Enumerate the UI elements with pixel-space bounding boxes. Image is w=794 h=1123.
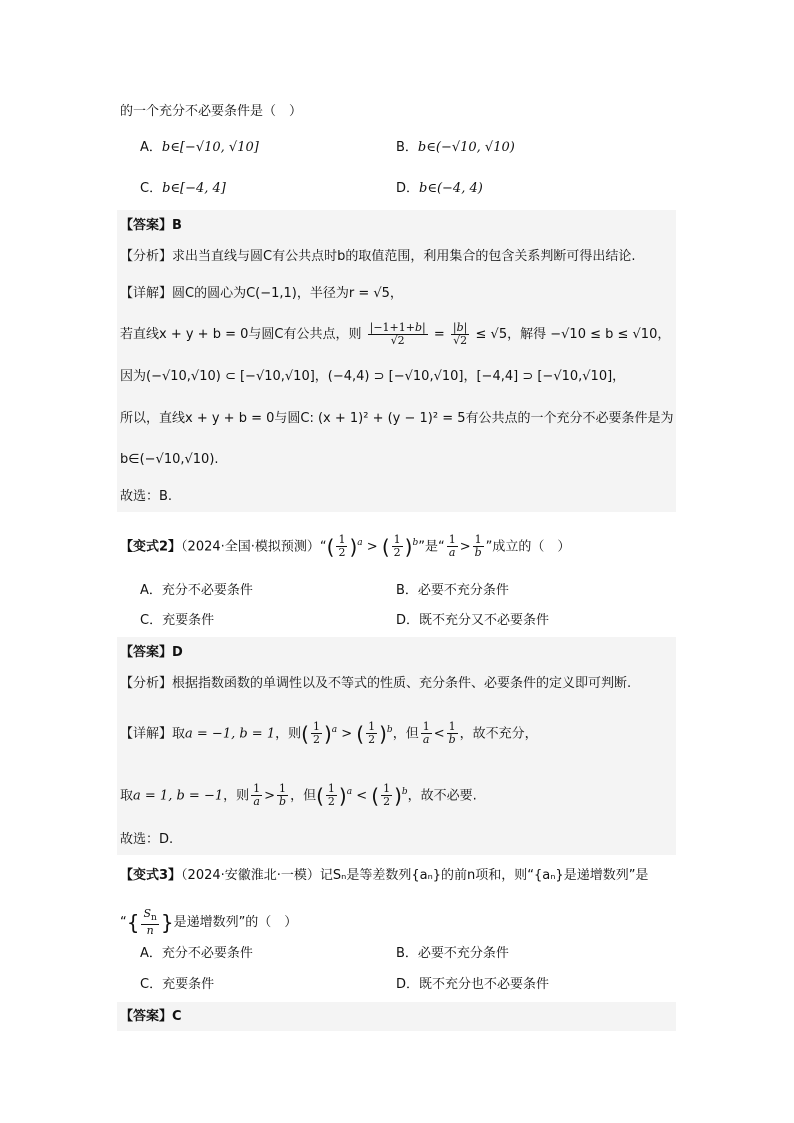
fraction: $\frac{1}{2}$ [338,533,346,560]
question-stem-tail: 的一个充分不必要条件是（ ） [120,104,303,119]
option-d: D．既不充分也不必要条件 [396,977,550,992]
answer-label: 【答案】C [120,1009,182,1024]
variant-tag: 【变式2】 [120,539,182,555]
option-a: A．充分不必要条件 [140,583,253,598]
option-expr: b∈[−4, 4] [162,181,226,196]
detail-line: 所以，直线x + y + b = 0与圆C: (x + 1)² + (y − 1)² = 5有公共点的一个充分不必要条件是为 [120,411,674,426]
source-tag: （2024·安徽淮北·一模） [181,868,320,883]
question-2-stem: 【变式2】（2024·全国·模拟预测）“( $\frac{1}{2}$ )$^a$ > ( $\frac{1}{2}$ )$^b$”是“ $\frac{1}{a}$ > $\frac{1}{b}$ ”成立的（ ） [120,533,571,560]
option-label: B． [396,140,418,155]
option-c: C．充要条件 [140,977,215,992]
answer-label: 【答案】D [120,645,183,660]
analysis-text: 【分析】根据指数函数的单调性以及不等式的性质、充分条件、必要条件的定义即可判断. [120,676,632,691]
option-a [140,138,259,158]
question-3-stem [120,866,648,886]
detail-text: 若直线x + y + b = 0与圆C有公共点，则 [120,327,362,342]
detail-line: 若直线x + y + b = 0与圆C有公共点，则 $\frac{|-1+1+b|}{√2}$ = $\frac{|b|}{√2}$ ≤ √5，解得 −√10 ≤ b ≤ √10， [120,321,671,347]
detail-line: 【详解】圆C的圆心为C(−1,1)，半径为r = √5， [120,286,403,301]
stem-text: 记Sₙ是等差数列{aₙ}的前n项和，则“{aₙ}是递增数列”是 [319,868,649,883]
stem-text: “ [319,539,327,555]
detail-line: b∈(−√10,√10). [120,452,219,467]
option-expr: b∈[−√10, √10] [161,140,259,155]
option-b: B．必要不充分条件 [396,946,509,961]
analysis-text: 【分析】求出当直线与圆C有公共点时b的取值范围，利用集合的包含关系判断可得出结论. [120,249,636,264]
detail-line: 取a = 1, b = −1，则 $\frac{1}{a}$ > $\frac{1}{b}$ ，但( $\frac{1}{2}$ )$^a$ < ( $\frac{1}{2}$ )$^b$，故不必要. [120,782,477,809]
option-expr: b∈(−√10, √10) [417,140,515,155]
stem-text: ”是“ [418,539,445,555]
choice-text: 故选：D. [120,832,174,847]
variant-tag: 【变式3】 [120,868,182,883]
option-d: D．既不充分又不必要条件 [396,613,550,628]
solution-panel-3 [117,1002,676,1031]
option-label: A． [140,140,162,155]
option-d [396,179,483,199]
choice-text: 故选：B. [120,489,173,504]
fraction: $\frac{1}{2}$ [393,533,401,560]
option-expr: b∈(−4, 4) [419,181,483,196]
option-b: B．必要不充分条件 [396,583,509,598]
fraction: $\frac{|-1+1+b|}{√2}$ [369,321,426,347]
answer-label: 【答案】B [120,218,182,233]
question-3-stem-2: “{ $\frac{S_n}{n}$ }是递增数列”的（ ） [120,907,298,938]
option-b [396,138,515,158]
detail-line: 因为(−√10,√10) ⊂ [−√10,√10]，(−4,4) ⊃ [−√10,√10]，[−4,4] ⊃ [−√10,√10]， [120,369,626,384]
fraction: $\frac{1}{b}$ [474,533,482,560]
fraction: $\frac{|b|}{√2}$ [452,321,468,347]
fraction: $\frac{1}{a}$ [448,533,456,560]
option-a: A．充分不必要条件 [140,946,253,961]
source-tag: （2024·全国·模拟预测） [181,539,320,555]
option-c [140,179,226,199]
detail-text: ，解得 −√10 ≤ b ≤ √10， [507,327,671,342]
option-label: C． [140,181,163,196]
option-c: C．充要条件 [140,613,215,628]
option-label: D． [396,181,420,196]
stem-text: ”成立的（ ） [485,539,571,555]
detail-line: 【详解】取a = −1, b = 1，则( $\frac{1}{2}$ )$^a$ > ( $\frac{1}{2}$ )$^b$，但 $\frac{1}{a}$ < $\frac{1}{b}$ ，故不充分， [120,720,538,747]
